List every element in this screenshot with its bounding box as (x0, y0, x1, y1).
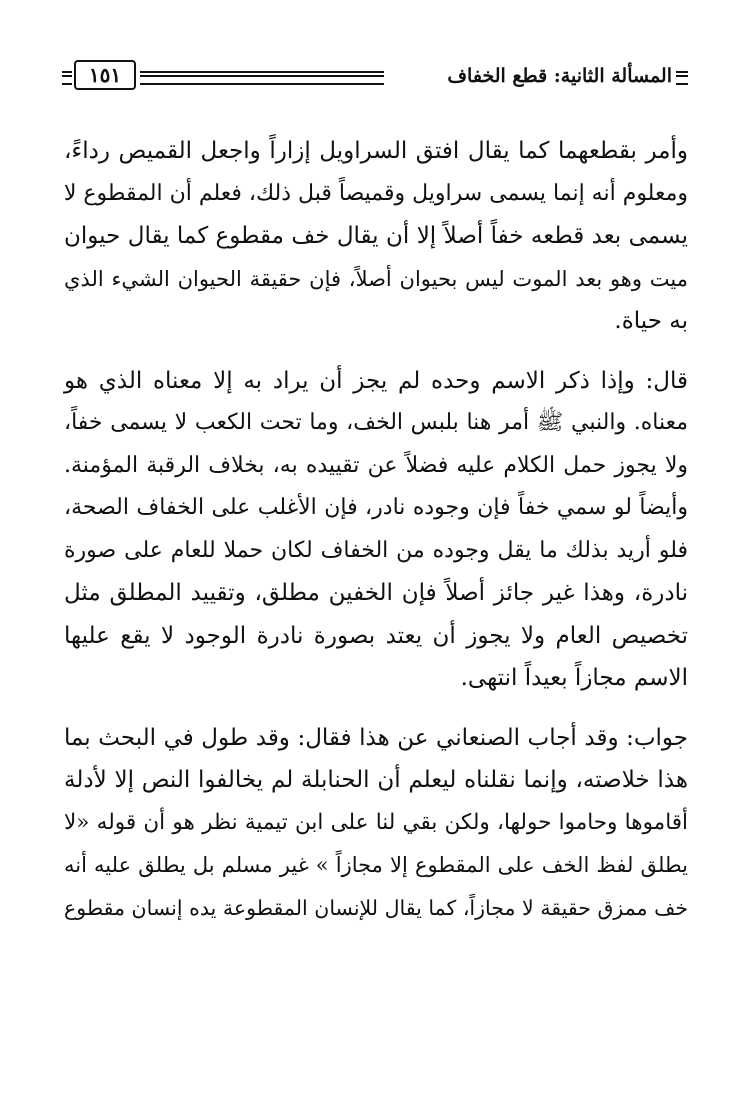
text-line: قال: وإذا ذكر الاسم وحده لم يجز أن يراد به إلا معناه الذي هو (64, 367, 688, 394)
running-header (62, 58, 688, 94)
paragraph-1 (64, 130, 688, 343)
text-line: وأيضاً لو سمي خفاً فإن وجوده نادر، فإن الأغلب على الخفاف الصحة، (64, 495, 688, 520)
header-rule-left (62, 71, 72, 85)
text-line: هذا خلاصته، وإنما نقلناه ليعلم أن الحنابلة لم يخالفوا النص إلا لأدلة (64, 767, 688, 793)
text-line: يطلق لفظ الخف على المقطوع إلا مجازاً » غير مسلم بل يطلق عليه أنه (64, 853, 688, 877)
paragraph-gap (64, 343, 688, 360)
text-line: ومعلوم أنه إنما يسمى سراويل وقميصاً قبل ذلك، فعلم أن المقطوع لا (63, 180, 688, 206)
text-line: به حياة. (614, 308, 688, 334)
text-line: الاسم مجازاً بعيداً انتهى. (460, 665, 688, 691)
text-line: فلو أريد بذلك ما يقل وجوده من الخفاف لكان حملا للعام على صورة (64, 537, 688, 563)
body-text (64, 130, 688, 929)
page-number: ١٥١ (74, 60, 136, 90)
text-line: خف ممزق حقيقة لا مجازاً، كما يقال للإنسان المقطوعة يده إنسان مقطوع (64, 895, 688, 920)
paragraph-2 (64, 360, 688, 700)
paragraph-3 (64, 717, 688, 930)
text-line: ميت وهو بعد الموت ليس بحيوان أصلاً، فإن حقيقة الحيوان الشيء الذي (64, 266, 688, 291)
text-line: معناه. والنبي ﷺ أمر هنا بلبس الخف، وما تحت الكعب لا يسمى خفاً، (64, 410, 688, 435)
header-rule-center (140, 71, 384, 85)
text-line: أقاموها وحاموا حولها، ولكن بقي لنا على ابن تيمية نظر هو أن قوله «لا (64, 809, 688, 835)
header-rule-right (676, 71, 688, 85)
text-line: يسمى بعد قطعه خفاً أصلاً إلا أن يقال خف مقطوع كما يقال حيوان (64, 223, 688, 249)
text-line: ولا يجوز حمل الكلام عليه فضلاً عن تقييده به، بخلاف الرقبة المؤمنة. (64, 452, 688, 478)
chapter-title: المسألة الثانية: قطع الخفاف (447, 65, 672, 87)
text-line: وأمر بقطعهما كما يقال افتق السراويل إزاراً واجعل القميص رداءً، (64, 138, 688, 164)
text-line: نادرة، وهذا غير جائز أصلاً فإن الخفين مطلق، وتقييد المطلق مثل (64, 580, 688, 606)
text-line: تخصيص العام ولا يجوز أن يعتد بصورة نادرة الوجود لا يقع عليها (64, 622, 688, 649)
paragraph-gap (64, 700, 688, 717)
text-line: جواب: وقد أجاب الصنعاني عن هذا فقال: وقد طول في البحث بما (64, 724, 688, 751)
